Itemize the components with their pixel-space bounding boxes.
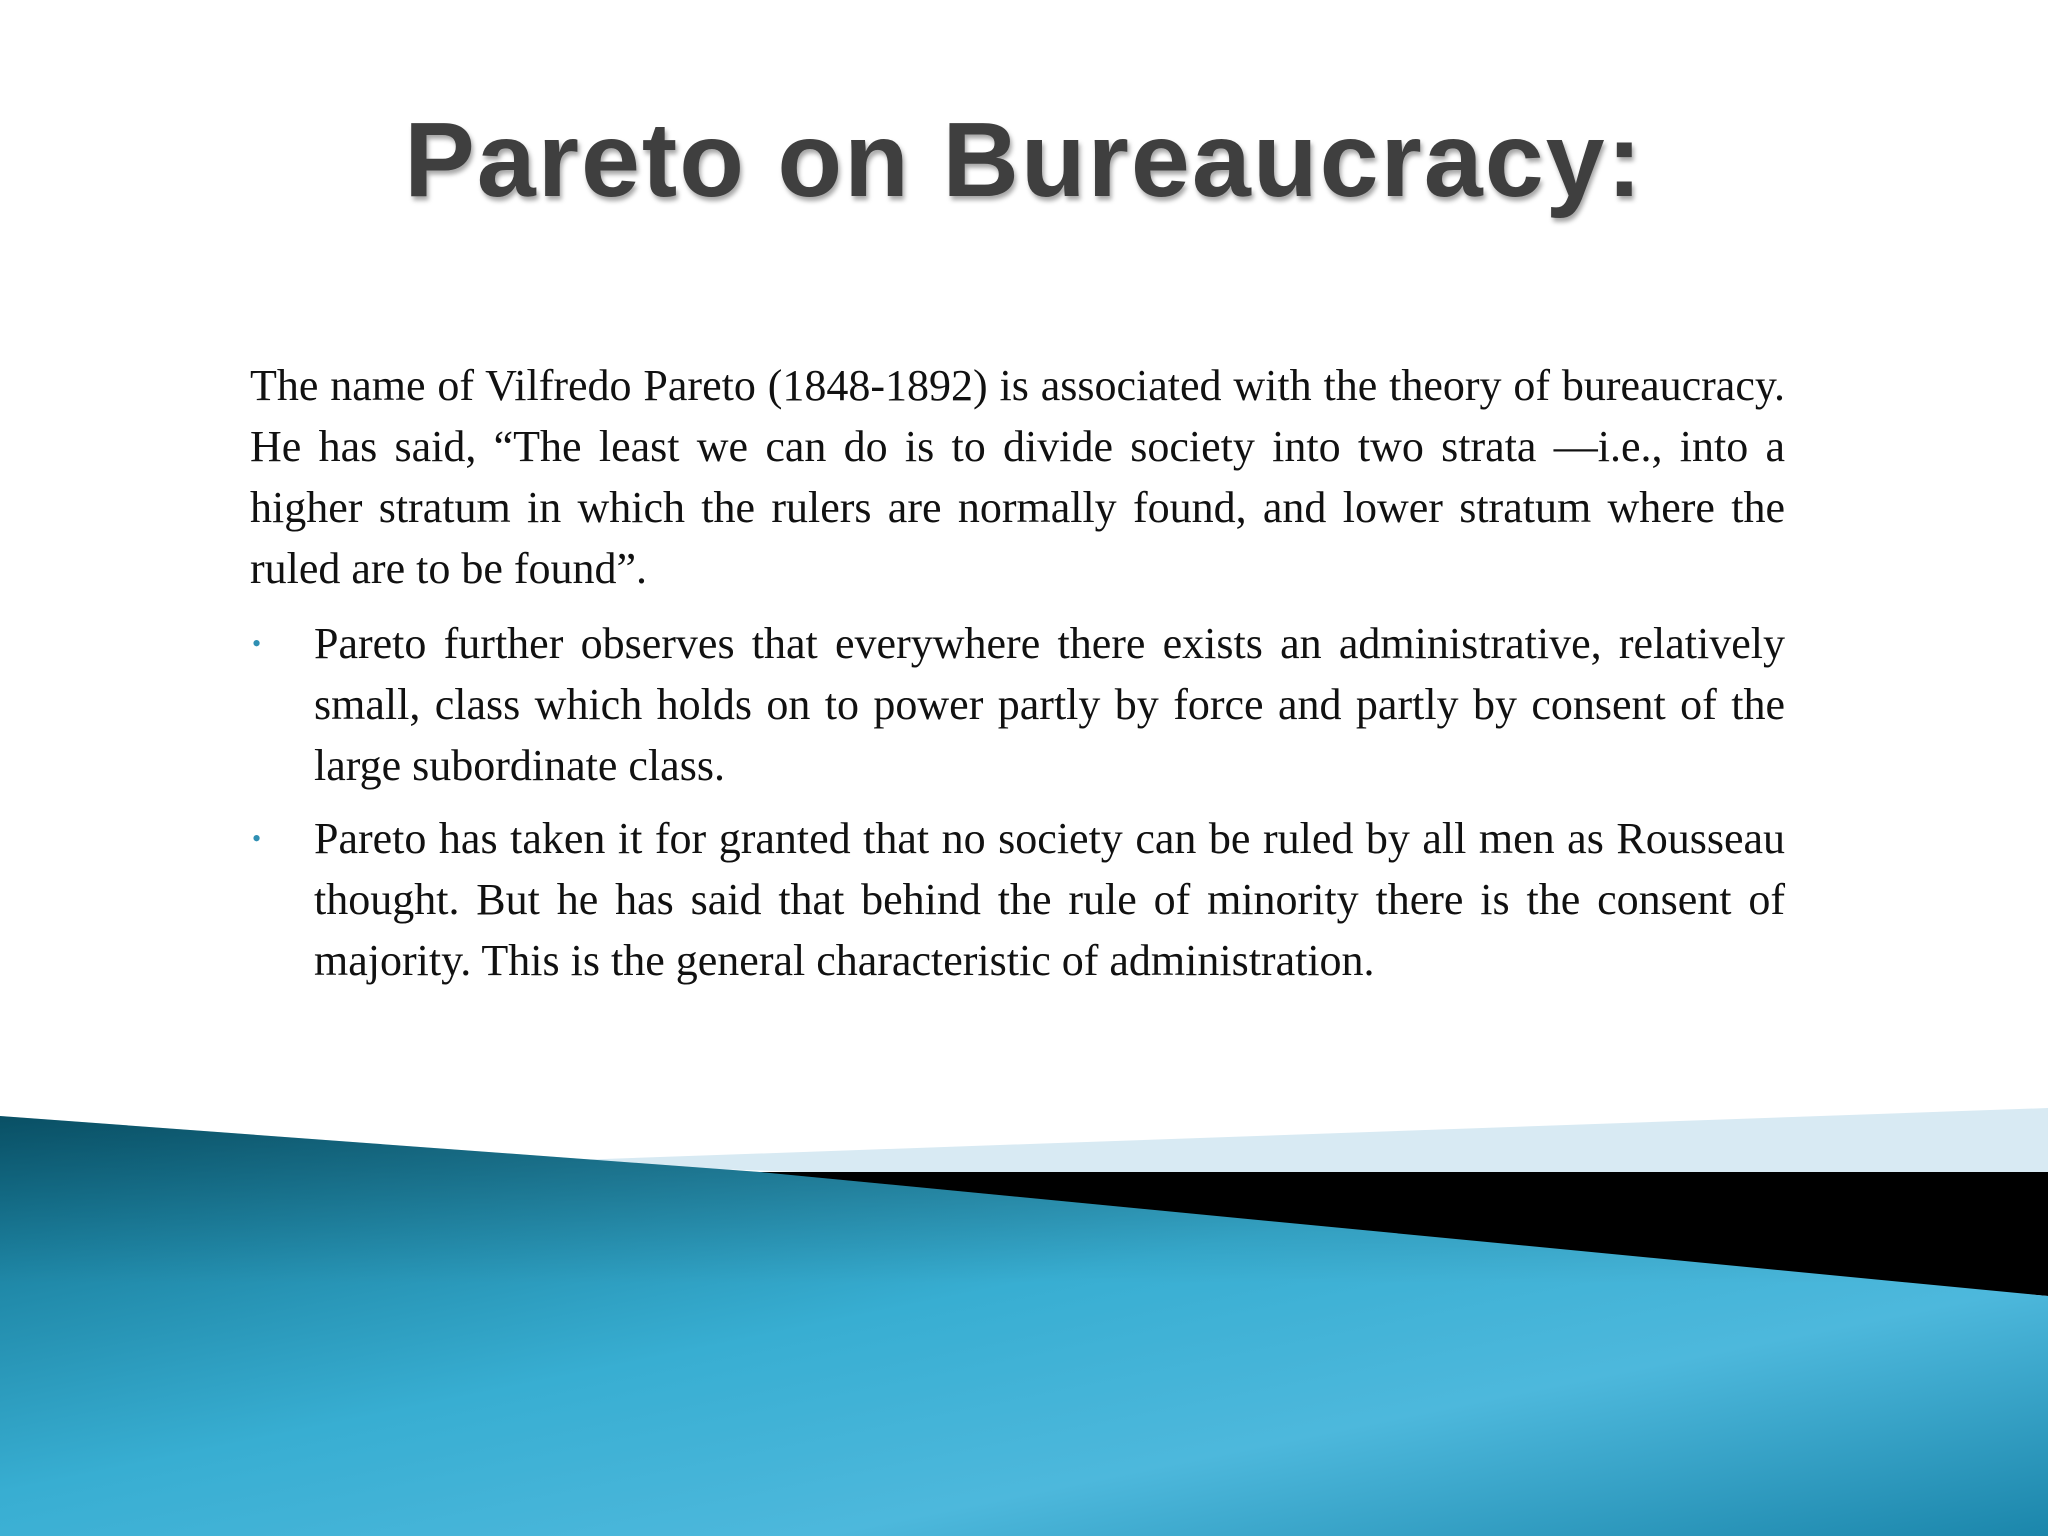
list-item (250, 613, 1785, 796)
list-item (250, 808, 1785, 991)
bullet-list (250, 613, 1785, 991)
slide-body (250, 355, 1785, 1003)
bullet-icon: • (252, 629, 262, 658)
light-band (520, 1108, 2048, 1172)
intro-paragraph: The name of Vilfredo Pareto (1848-1892) is associated with the theory of bureaucracy. He has said, “The least we can do is to divide society into two strata —i.e., into a higher stratum in which the rulers are normally found, and lower stratum where the ruled are to be found”. (250, 361, 1785, 593)
bullet-icon: • (252, 824, 262, 853)
bullet-text: Pareto has taken it for granted that no society can be ruled by all men as Rousseau thought. But he has said that behind the rule of minority there is the consent of majority. This is the general characteristic of administration. (314, 814, 1785, 985)
bullet-text: Pareto further observes that everywhere there exists an administrative, relatively small, class which holds on to power partly by force and partly by consent of the large subordinate class. (314, 619, 1785, 790)
slide-title: Pareto on Bureaucracy: (404, 101, 1644, 219)
